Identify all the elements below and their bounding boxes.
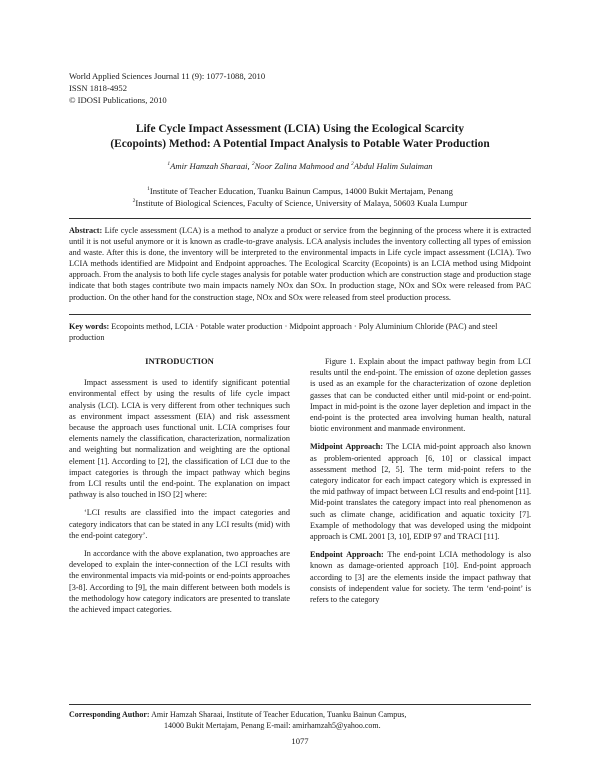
footer-line-1-text: Amir Hamzah Sharaai, Institute of Teacher Education, Tuanku Bainun Campus, — [151, 710, 407, 719]
footer-line-2: 14000 Bukit Mertajam, Penang E-mail: amirhamzah5@yahoo.com. — [164, 720, 381, 730]
figure-paragraph: Figure 1. Explain about the impact pathway begin from LCI results until the end-point. The emission of ozone depletion gasses is used as an example for the characterization of ozone depletion gasses that can be conducted either until mid-point or end-point. Impact in mid-point is the ozone layer depletion and impact in the end-point is the protected area involving human health, natural biotic environment and manmade environment. — [310, 357, 531, 434]
author-2: Noor Zalina Mahmood and — [254, 161, 349, 171]
author-2-sup: 2 — [251, 161, 255, 168]
abstract-text: Life cycle assessment (LCA) is a method to analyze a product or service from the beginning of the process where it is extracted until it is not useful anymore or it is known as cradle-to-grave analysis. LCA analysis includes the inventory collecting all types of emission and waste. After this is done, the inventory will be interpreted to the environmental impacts in Life cycle impact assessment (LCIA). Two LCIA methods identified are Midpoint and Endpoint approaches. The Ecological Scarcity (Ecopoints) is an LCIA method using Midpoint approach. From the analysis to both life cycle stages analysis for potable water production which are construction stage and production stage indicate that both stages contribute two main impacts namely NOx dan SOx. In production stage, NOx and SOx were released from PAC production. On the other hand for the construction stage, NOx and SOx were released from steel production process. — [69, 226, 532, 302]
endpoint-text: The end-point LCIA methodology is also known as damage-oriented approach [10]. End-point approach according to [3] are the elements inside the impact pathway that consists of independent value for society. The term ‘end-point’ is refers to the category — [310, 550, 531, 605]
affiliation-2 — [60, 196, 540, 209]
paper-title — [60, 122, 540, 152]
author-1: Amir Hamzah Sharaai, — [170, 161, 250, 171]
intro-paragraph-1: Impact assessment is used to identify significant potential environmental effect by using the results of life cycle impact analysis (LCI). LCIA is very different from other techniques such as environment impact assessment (EIA) and risk assessment because the approach uses functional unit. LCIA comprises four elements namely the classification, characterization, normalization and weighting but normalization and weighting are the optional element [1]. According to [2], the classification of LCI due to the impact categories is through the impact pathway which begins from LCI results until the end-point. The explanation on impact pathway is also touched in ISO [2] where: — [69, 378, 290, 500]
keywords-text: Ecopoints method, LCIA · Potable water production · Midpoint approach · Poly Aluminium Chloride (PAC) and steel production — [69, 322, 498, 342]
endpoint-paragraph — [310, 549, 531, 605]
affiliation-2-sup: 2 — [132, 198, 136, 204]
journal-header — [69, 70, 265, 106]
intro-quote: ‘LCI results are classified into the impact categories and category indicators that can be stated in any LCI results (mid) with the end-point category’. — [69, 508, 290, 540]
title-line-1: Life Cycle Impact Assessment (LCIA) Using the Ecological Scarcity — [135, 123, 465, 135]
affiliation-1-text: Institute of Teacher Education, Tuanku Bainun Campus, 14000 Bukit Mertajam, Penang — [149, 185, 453, 196]
abstract-bottom-rule — [69, 314, 531, 315]
title-line-2: (Ecopoints) Method: A Potential Impact Analysis to Potable Water Production — [110, 138, 490, 150]
author-3-sup: 2 — [351, 161, 354, 168]
page-number: 1077 — [291, 736, 309, 746]
abstract-label: Abstract: — [69, 226, 103, 235]
endpoint-label: Endpoint Approach: — [310, 550, 384, 560]
footer-label: Corresponding Author: — [69, 710, 150, 719]
intro-paragraph-2: In accordance with the above explanation, two approaches are developed to explain the inter-connection of the LCI results with the environmental impacts via mid-points or end-points approaches [3-8]. According to [9], the main different between both models is the methodology how category indicators are presented to translate the achieved impact categories. — [69, 549, 290, 615]
right-column — [310, 356, 531, 612]
corresponding-author — [69, 710, 531, 731]
midpoint-label: Midpoint Approach: — [310, 442, 384, 452]
affiliation-2-text: Institute of Biological Sciences, Faculty of Science, University of Malaya, 50603 Kuala Lumpur — [135, 197, 468, 208]
affiliation-1 — [60, 184, 540, 197]
author-3: Abdul Halim Sulaiman — [353, 161, 433, 171]
midpoint-text: The LCIA mid-point approach also known as problem-oriented approach [6, 10] or classical impact assessment method [2, 5]. The term mid-point refers to the category indicator for each impact category which is expressed in the mid pathway of impact between LCI results and end-point [11]. Mid-point translates the category impact into real phenomenon as such as climate change, acidification and aquatic toxicity [7]. Example of methodology that was developed using the midpoint approach is CML 2001 [3, 10], EDIP 97 and TRACI [11]. — [310, 442, 532, 542]
author-1-sup: 1 — [167, 161, 171, 168]
affiliation-1-sup: 1 — [147, 186, 150, 192]
keywords-label: Key words: — [69, 322, 110, 331]
abstract-top-rule — [69, 218, 531, 219]
abstract — [69, 225, 531, 303]
footer-rule — [69, 704, 531, 705]
footer-line-1 — [69, 710, 531, 721]
copyright: © IDOSI Publications, 2010 — [69, 95, 167, 105]
journal-citation: World Applied Sciences Journal 11 (9): 1077-1088, 2010 — [69, 71, 266, 81]
issn: ISSN 1818-4952 — [69, 83, 128, 93]
midpoint-paragraph — [310, 441, 531, 542]
author-list — [60, 161, 540, 171]
introduction-heading: INTRODUCTION — [145, 356, 214, 366]
keywords — [69, 321, 531, 343]
left-column — [69, 356, 290, 622]
